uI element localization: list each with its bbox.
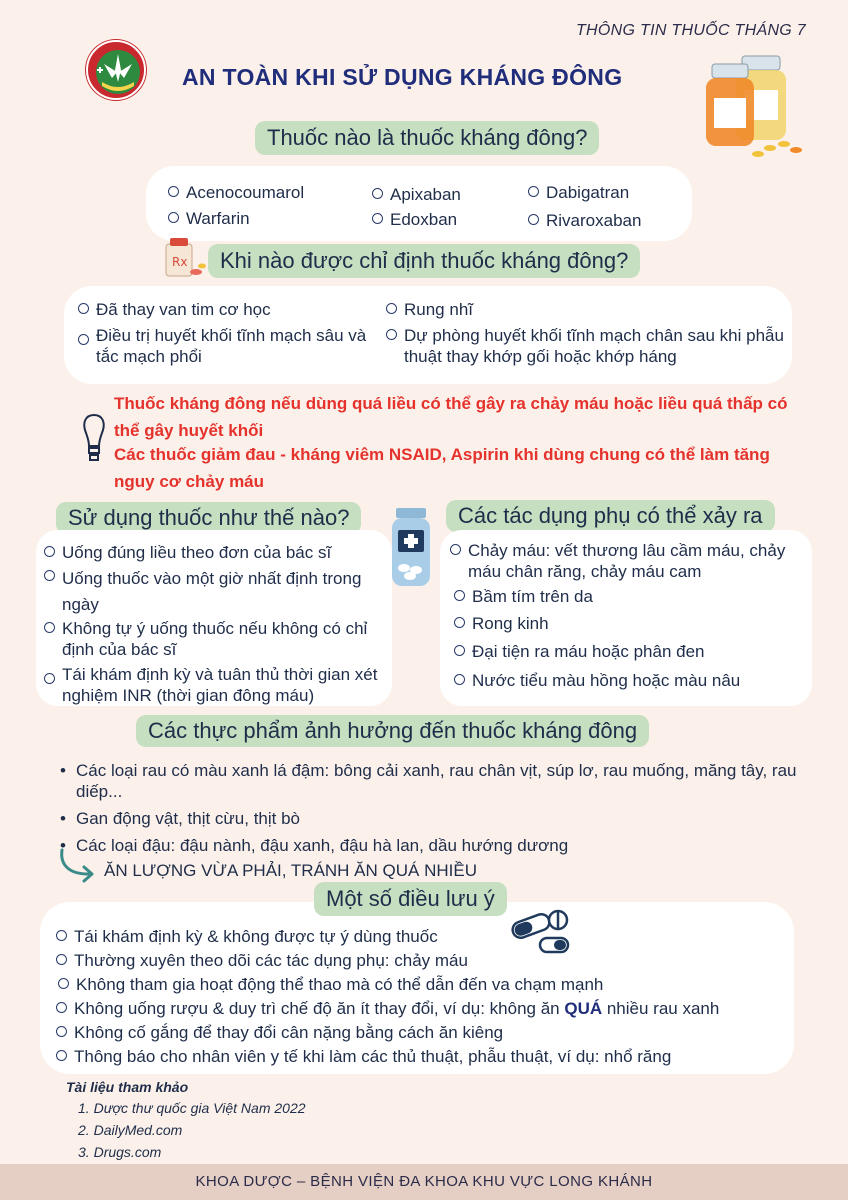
circle-bullet-icon — [372, 213, 383, 224]
indication-item: Dự phòng huyết khối tĩnh mạch chân sau khi phẫu thuật thay khớp gối hoặc khớp háng — [386, 325, 786, 367]
circle-bullet-icon — [528, 214, 539, 225]
note-item: Thường xuyên theo dõi các tác dụng phụ: chảy máu — [56, 950, 468, 971]
circle-bullet-icon — [78, 334, 89, 345]
circle-bullet-icon — [44, 673, 55, 684]
food-list — [60, 760, 800, 862]
food-advice: ĂN LƯỢNG VỪA PHẢI, TRÁNH ĂN QUÁ NHIỀU — [104, 861, 477, 880]
circle-bullet-icon — [386, 329, 397, 340]
drug-item: Warfarin — [168, 208, 250, 229]
drug-item: Rivaroxaban — [528, 210, 641, 231]
header-tag: THÔNG TIN THUỐC THÁNG 7 — [575, 22, 806, 39]
warning-overdose: Thuốc kháng đông nếu dùng quá liều có thể gây ra chảy máu hoặc liều quá thấp có thể gây huyết khối — [114, 394, 788, 440]
indication-item: Đã thay van tim cơ học — [78, 299, 271, 320]
circle-bullet-icon — [56, 954, 67, 965]
usage-item: Tái khám định kỳ và tuân thủ thời gian xét nghiệm INR (thời gian đông máu) — [44, 664, 384, 706]
emphasis-text: QUÁ — [564, 999, 603, 1018]
reference-item: 3. Drugs.com — [78, 1144, 162, 1160]
usage-heading: Sử dụng thuốc như thế nào? — [56, 502, 361, 534]
circle-bullet-icon — [58, 978, 69, 989]
circle-bullet-icon — [454, 645, 465, 656]
indication-item: Rung nhĩ — [386, 299, 473, 320]
circle-bullet-icon — [386, 303, 397, 314]
usage-item: Uống đúng liều theo đơn của bác sĩ — [44, 542, 384, 563]
circle-bullet-icon — [454, 590, 465, 601]
side-effect-item: Đại tiện ra máu hoặc phân đen — [454, 641, 705, 662]
what-heading: Thuốc nào là thuốc kháng đông? — [255, 121, 599, 155]
circle-bullet-icon — [78, 303, 89, 314]
food-item: • Các loại đậu: đậu nành, đậu xanh, đậu hà lan, dầu hướng dương — [60, 835, 800, 856]
circle-bullet-icon — [454, 674, 465, 685]
drug-item: Edoxban — [372, 209, 457, 230]
drugs-box — [146, 166, 692, 241]
circle-bullet-icon — [168, 212, 179, 223]
circle-bullet-icon — [56, 1002, 67, 1013]
pill-bottles-illustration — [700, 52, 810, 162]
curved-arrow-icon — [56, 848, 100, 884]
when-heading: Khi nào được chỉ định thuốc kháng đông? — [208, 244, 640, 278]
side-effects-heading: Các tác dụng phụ có thể xảy ra — [446, 500, 775, 532]
note-item: Không tham gia hoạt động thể thao mà có thể dẫn đến va chạm mạnh — [58, 974, 603, 995]
circle-bullet-icon — [528, 186, 539, 197]
reference-item: 2. DailyMed.com — [78, 1122, 183, 1138]
circle-bullet-icon — [44, 546, 55, 557]
circle-bullet-icon — [372, 188, 383, 199]
indications-box — [64, 286, 792, 384]
note-item: Tái khám định kỳ & không được tự ý dùng thuốc — [56, 926, 438, 947]
circle-bullet-icon — [450, 544, 461, 555]
usage-item: Không tự ý uống thuốc nếu không có chỉ định của bác sĩ — [44, 618, 384, 660]
note-item: Không cố gắng để thay đổi cân nặng bằng cách ăn kiêng — [56, 1022, 503, 1043]
medicine-jar-icon — [388, 506, 434, 588]
capsules-icon — [510, 908, 572, 956]
drug-item: Acenocoumarol — [168, 182, 304, 203]
circle-bullet-icon — [44, 622, 55, 633]
indication-item: Điều trị huyết khối tĩnh mạch sâu và tắc mạch phổi — [78, 325, 378, 367]
food-heading: Các thực phẩm ảnh hưởng đến thuốc kháng đông — [136, 715, 649, 747]
note-item: Thông báo cho nhân viên y tế khi làm các thủ thuật, phẫu thuật, ví dụ: nhổ răng — [56, 1046, 671, 1067]
footer-band: KHOA DƯỢC – BỆNH VIỆN ĐA KHOA KHU VỰC LONG KHÁNH — [0, 1164, 848, 1200]
notes-heading: Một số điều lưu ý — [314, 882, 507, 916]
reference-item: 1. Dược thư quốc gia Việt Nam 2022 — [78, 1100, 306, 1116]
references-title: Tài liệu tham khảo — [66, 1079, 189, 1095]
side-effect-item: Nước tiểu màu hồng hoặc màu nâu — [454, 670, 740, 691]
food-item: • Gan động vật, thịt cừu, thịt bò — [60, 808, 800, 829]
hospital-logo — [86, 40, 146, 100]
lightbulb-icon — [80, 412, 108, 466]
svg-text:Rx: Rx — [172, 255, 188, 269]
circle-bullet-icon — [44, 570, 55, 581]
usage-item: Uống thuốc vào một giờ nhất định trong ngày — [44, 566, 384, 618]
drug-item: Apixaban — [372, 184, 461, 205]
warning-nsaid: Các thuốc giảm đau - kháng viêm NSAID, Aspirin khi dùng chung có thể làm tăng nguy cơ chảy máu — [114, 445, 770, 491]
food-item: • Các loại rau có màu xanh lá đậm: bông cải xanh, rau chân vịt, súp lơ, rau muống, măng tây, rau diếp... — [60, 760, 800, 802]
usage-box — [36, 530, 392, 706]
side-effect-item: Rong kinh — [454, 613, 549, 634]
circle-bullet-icon — [454, 617, 465, 628]
circle-bullet-icon — [56, 1026, 67, 1037]
page-title: AN TOÀN KHI SỬ DỤNG KHÁNG ĐÔNG — [182, 64, 623, 90]
side-effects-box — [440, 530, 812, 706]
side-effect-item: Bầm tím trên da — [454, 586, 593, 607]
circle-bullet-icon — [168, 186, 179, 197]
circle-bullet-icon — [56, 1050, 67, 1061]
circle-bullet-icon — [56, 930, 67, 941]
prescription-icon — [160, 236, 208, 280]
side-effect-item: Chảy máu: vết thương lâu cầm máu, chảy máu chân răng, chảy máu cam — [450, 540, 806, 582]
drug-item: Dabigatran — [528, 182, 629, 203]
note-item-alcohol: Không uống rượu & duy trì chế độ ăn ít thay đổi, ví dụ: không ăn QUÁ nhiều rau xanh — [56, 998, 719, 1019]
